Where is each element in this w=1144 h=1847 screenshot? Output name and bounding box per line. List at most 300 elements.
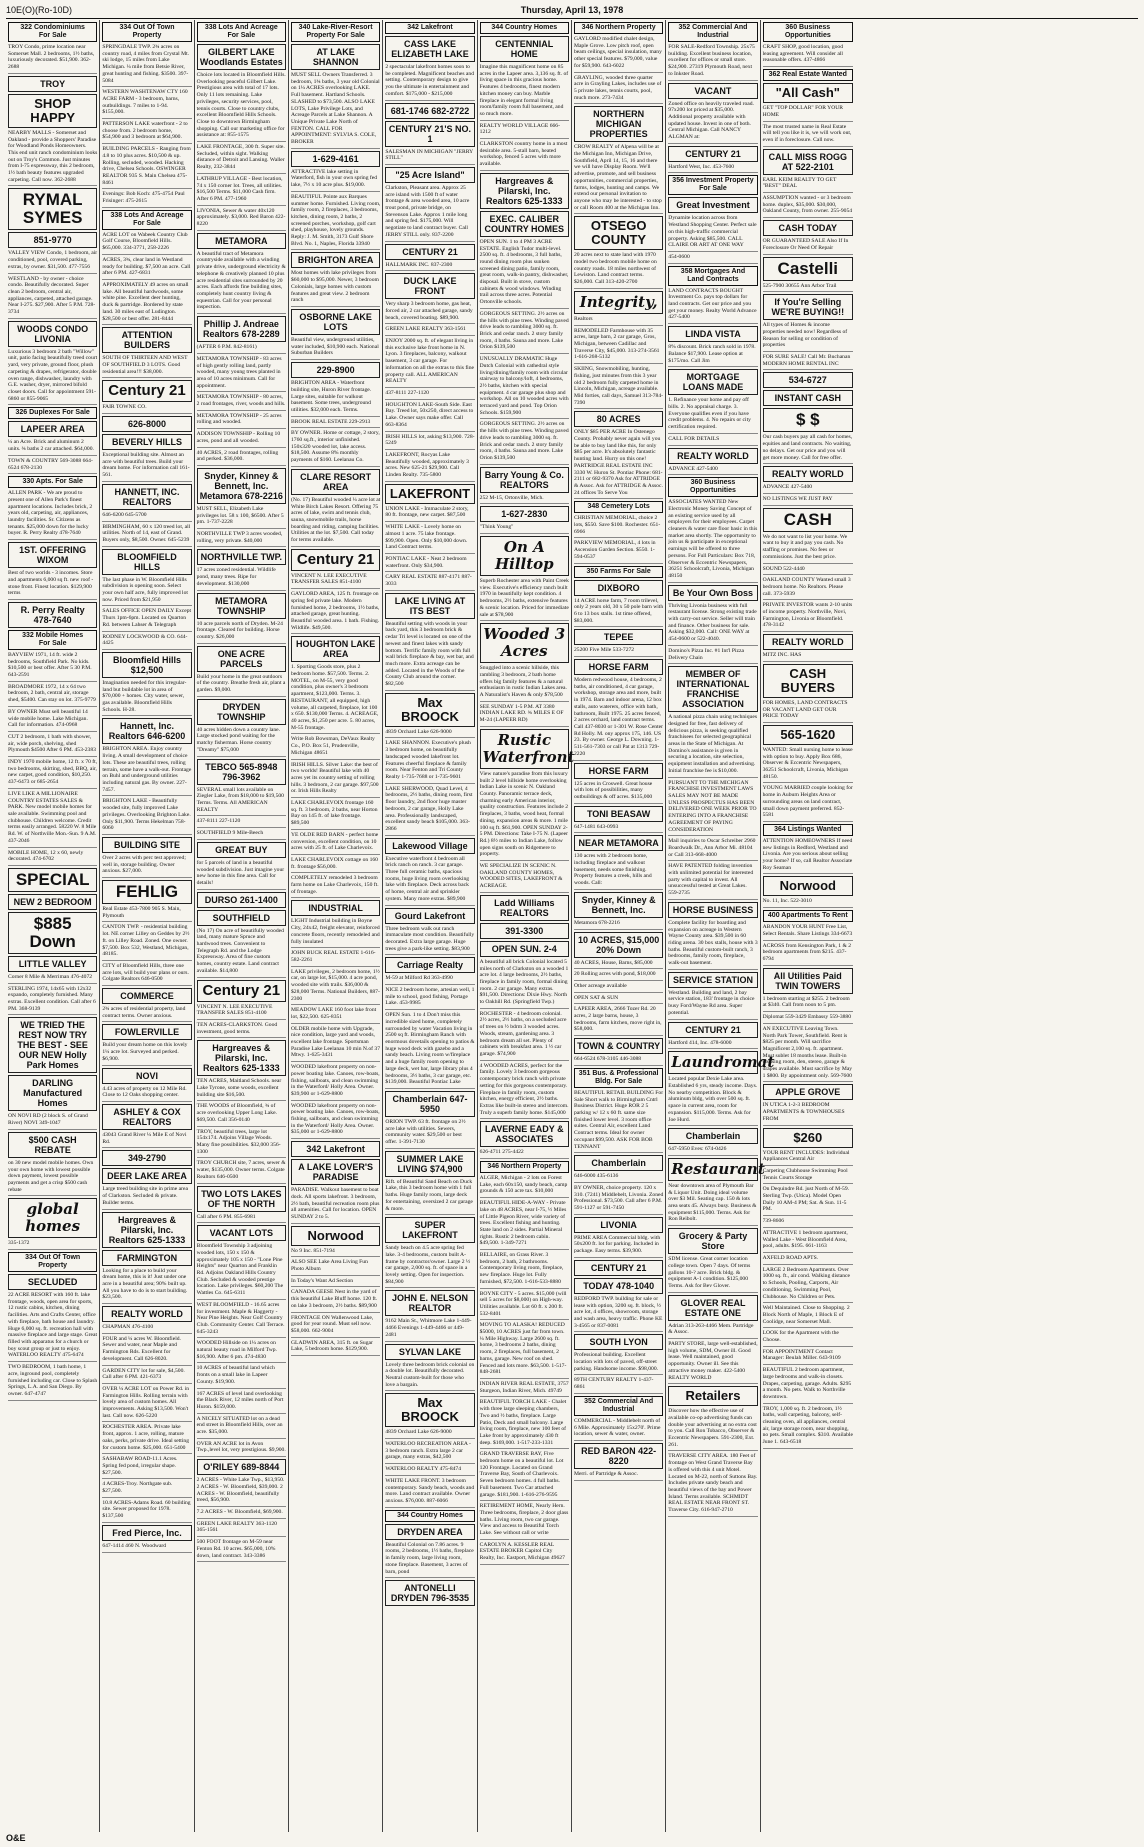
classified-ad	[291, 1289, 380, 1312]
display-headline: 229-8900	[291, 362, 380, 378]
ad-text: Well Maintained. Close to Shopping. 2 Block North of Maple, 1 Block E of Coolidge, near Somerset Mall.	[762, 1305, 850, 1325]
display-headline: On A Hilltop	[480, 536, 569, 576]
ad-text: 22 ACRE RESORT with 160 ft. lake frontage, woods, open area for sports, 12 rustic cabins, kitchen, dining facilities. Arts and Crafts Center, office with fireplace, bath house and laundry. Huge 6,000 sq. ft. recreation hall with massive fireplace and large stage. Great filled with apparatus for a church or boy scout group or just to enjoy. WATERLOO REALTY 475-6474	[8, 1292, 98, 1359]
classified-ad	[668, 164, 757, 174]
ad-text: LAKE SHERWOOD, Quad Level, 4 bedrooms, 2½ baths, dining room, first floor laundry, 2nd floor huge master bedroom, 2 car garage, Holly Lake area. Professionally landscaped, excellent sandy beach $105,000. 363-2866	[385, 785, 473, 832]
display-headline: CASH BUYERS	[763, 664, 853, 698]
classified-ad	[197, 1302, 286, 1339]
display-headline: LITTLE VALLEY	[8, 956, 97, 972]
classified-ad	[385, 338, 474, 388]
section-title: 356 Investment Property	[672, 177, 754, 185]
classified-ad	[8, 850, 97, 866]
display-headline: FARMINGTON	[102, 1250, 191, 1266]
display-headline: HORSE BUSINESS	[668, 902, 757, 918]
ad-text: 646-6000 435-6136	[573, 1173, 619, 1180]
section-title: 358 Mortgages And	[680, 267, 746, 275]
classified-ad	[763, 1255, 853, 1265]
ad-text: WE SPECIALIZE IN SCENIC N. OAKLAND COUNTY HOMES, WOODED SITES, LAKEFRONT & ACREAGE.	[479, 863, 563, 890]
classified-ad	[574, 920, 663, 930]
display-headline: Chamberlain	[668, 1128, 757, 1144]
ad-text: BEAUTIFUL Pointe aux Barques summer home. Furnished. Living room, family room, 2 fireplaces, 3 bedrooms, kitchen, dining room, 2 baths, 2 screened porches, workshop, golf cart shed, playhouse, lovely grounds. Reply: J. M. Smith, 3173 Gulf Shore Blvd. No. 1, Naples, Florida 33940	[290, 193, 381, 247]
classified-ad	[385, 402, 474, 432]
ad-text: WATERLOO REALTY 475-8474	[385, 1466, 462, 1473]
ad-text: 40 ACRES, 2 road frontages, rolling and perked. $36,000.	[196, 449, 279, 463]
display-headline: Laundromat	[668, 1051, 757, 1074]
classified-ad	[574, 1006, 663, 1036]
classified-ad	[385, 1179, 474, 1216]
classified-ad	[385, 1362, 474, 1392]
classified-ad	[291, 1103, 380, 1140]
ad-text: LOOK for the Apartment with the Choose.	[762, 1330, 839, 1344]
classified-ad	[102, 1042, 191, 1065]
classified-ad	[8, 44, 97, 74]
ad-text: IRISH HILLS lot, asking $13,900. 728-5249	[385, 433, 475, 447]
display-headline: NORTHERN MICHIGAN PROPERTIES	[574, 106, 663, 142]
classified-ad	[102, 906, 191, 922]
ad-text: 664-6524 678-3105 446-3088	[573, 1056, 642, 1063]
section-subtitle: Bldg. For Sale	[595, 1077, 643, 1085]
section-header	[763, 22, 853, 42]
ad-text: PARKVIEW MEMORIAL, 4 lots in Ascension Garden Section. $550. 1-594-0537	[573, 540, 656, 560]
ad-text: Near downtown area of Plymouth Bar & Liquor Unit. Doing ideal volume over $3 Mil. Seating cap. 150 & lots area seats 45. Always busy. Business & equipment $115,000. Terms. Ask for Ron Reibolt.	[668, 1182, 757, 1223]
ad-text: BEAUTIFUL TORCH LAKE - Chalet with three large sleeping chambers, Two and ½ baths, fireplace. Large Patio, Deck and small balcony. Large living room, fireplace, new 100 feet of Lake front by approximately 430 ft deep. $169,000. 1-517-233-1331	[479, 1399, 567, 1446]
classified-ad	[763, 105, 853, 121]
classified-ad	[291, 1278, 380, 1288]
section-title: 362 Real Estate Wanted	[768, 71, 847, 79]
display-headline: Carriage Realty	[385, 957, 474, 973]
classified-ad	[197, 1022, 286, 1038]
ad-text: Modern redwood house, 4 bedrooms, 2 baths, air conditioned, 4 car garage, workshop, storage area and more, built in 1974. Barn and indoor arena, 12 box stalls, auto waterers, office with bath, bathroom, Built 1975. 25 acres fenced, 2 acres orchard, land contract terms. Call 437-8030 or 1-301 W. Rose Center Rd Holly. M. ony approx 175, 146. US 23. By owner. George L. Downing. 1-511-561-7303 or call Pat at 1313 729-2220	[573, 677, 663, 757]
classified-ad	[102, 577, 191, 607]
classified-ad	[197, 818, 286, 828]
ad-text: SALES OFFICE OPEN DAILY Except Thurs 1pm-6pm. Located on Quarton Rd. between Lahser & Telegraph	[102, 608, 192, 628]
ad-text: THE WOODS of Bloomfield, ¾ of acre overlooking Upper Long Lake. $69,500. Call 356-0140	[196, 1103, 277, 1123]
ad-text: 8% discount. Brick ranch sold in 1978. Balance $17,900. Lease option at $175/mo. Call Jim	[668, 344, 756, 364]
classified-ad	[668, 1076, 757, 1126]
classified-ad	[385, 326, 474, 336]
ad-text: WESTLAND - by owner - choice condo. Beautifully decorated. Super clean 2 bedroom, central air, appliances, carpeted, attached garage. Near I-275. $27,900. After 5 P.M. 728-3734	[8, 275, 96, 316]
classified-ad	[763, 322, 853, 352]
classified-ad	[197, 176, 286, 206]
classified-ad	[8, 1160, 97, 1197]
ad-text: ADDISON TOWNSHIP - Rolling 10 acres, pond and all wooded.	[196, 431, 281, 444]
ad-text: FOR SURE SALE! Call Mr. Buchanan MODERN HOME RENTAL INC	[762, 354, 851, 367]
classified-ad	[291, 857, 380, 873]
classified-ad	[480, 1291, 569, 1321]
classified-ad	[574, 971, 663, 981]
ad-text: Looking for a place to build your dream home, this is it! Just under one acre in a beautiful area; 90% built up. All you have to do is to start building. $23,500.	[102, 1267, 188, 1301]
classified-ad	[197, 621, 286, 644]
page-label: 10E(O)(Ro-10D)	[6, 5, 73, 15]
ad-text: Executive waterfront 4 bedroom all brick ranch on ranch. 3 car garage. Three full ceramic baths, spacious rooms, huge living room overlooking lake with fireplace. Deck across back of home, central air and sprinkler system. Many more extras. $89,900	[385, 855, 470, 902]
classified-ad	[668, 1146, 757, 1156]
ad-text: FOR SALE-Redford Township. 25x75 building. Excellent business location, excellent for offices or small store. $24,900. 27319 Plymouth Road, next to Inkster Road.	[668, 44, 755, 77]
classified-ad	[763, 1102, 853, 1125]
classified-ad	[102, 404, 191, 414]
ad-text: BELLAIRE, on Grass River. 3 bedroom, 2 bath, 2 bathrooms. Contemporary living room, fireplace, new fireplace. Huge lot. Fully furnished, $72,500. 1-616-533-8880	[479, 1252, 564, 1285]
classified-ad	[102, 1336, 191, 1366]
classified-ad	[385, 1119, 474, 1149]
ad-text: (No. 17) Beautiful wooded ¼ acre lot at White Birch Lakes Resort. Offering 75 acres of lake, swim and tennis club, sauna, snowmobile trails, horse boarding and riding, camping facilities. Utilities at the lot. $7,500. Call today for terms available.	[290, 496, 381, 544]
section-title: 338 Lots And Acreage	[204, 24, 278, 31]
classified-ad	[291, 497, 380, 547]
classified-ad	[385, 574, 474, 590]
section-title: 344 Country Homes	[397, 1511, 463, 1519]
ad-text: EARL KEIM REALTY TO GET "BEST" DEAL	[762, 176, 837, 190]
classified-ad	[291, 664, 380, 734]
section-header	[480, 22, 569, 34]
ad-text: Hartford West, Inc. 453-7600	[668, 163, 735, 170]
section-header	[8, 407, 97, 419]
classified-ad	[385, 1542, 474, 1579]
classified-ad	[197, 1521, 286, 1537]
display-headline: LAKEFRONT	[385, 484, 474, 504]
classified-ad	[763, 1026, 853, 1083]
section-header	[197, 22, 286, 42]
ad-text: OLDER mobile home with Upgrade, nice condition, large yard and woods, excellent lake frontage. Sportsman Paradise Lake Leelanau 10 min N.of 37 Mtwy. 1-625-3431	[290, 1025, 380, 1059]
classified-ad	[763, 577, 853, 600]
classified-ad	[763, 238, 853, 254]
ad-text: RETIREMENT HOME, Nearly Hern. Three bedrooms, fireplace, 2 door glass baths. Living room, two car garage. View and access to Beautiful Torch Lake. See without call or write	[479, 1503, 569, 1537]
ad-text: 739-8606	[762, 1218, 785, 1225]
classified-ad	[574, 647, 663, 657]
display-headline: CASH TODAY	[763, 220, 853, 236]
ad-text: LAPEER AREA, 2666 Tozer Rd. 20 acres, 2 large barns, house, 3 bedrooms, farm kitchen, move right in, $58,000.	[573, 1006, 662, 1033]
display-headline: Max BROOCK	[385, 1393, 474, 1427]
display-headline: Wooded 3 Acres	[480, 623, 569, 663]
ad-text: SALESMAN IN MICHIGAN "JERRY STILL"	[385, 148, 474, 162]
ad-text: YOUR RENT INCLUDES: Individual Appliances Central Air	[762, 1149, 850, 1163]
classified-ad	[763, 785, 853, 822]
issue-date: Thursday, April 13, 1978	[520, 5, 624, 15]
display-headline: SOUTHFIELD	[197, 910, 286, 926]
ad-text: METAMORA TOWNSHIP - 83 acres of high gently rolling land, partly wooded, many young trees planted in area of 10 acres minimum. Call for appointment.	[196, 355, 282, 389]
display-headline: Gourd Lakefront	[385, 908, 474, 924]
ad-text: BRIGHTON AREA - Waterfront building site, Huron River frontage. Large sites, suitable for walkout basement. Some trees, underground utilities. $32,000 each. Terms.	[290, 380, 372, 413]
ad-text: 647-1481 643-0993	[573, 823, 619, 830]
display-headline: ASHLEY & COX REALTORS	[102, 1104, 191, 1130]
classified-ad	[668, 215, 757, 252]
ad-text: BY OWNER. Home or cottage, 2 story, 1760 sq.ft., interior unfinished. 150x320 wooded lot, lake access. $18,500. Assume 8% monthly payments of $160. Leelanau Co.	[290, 430, 380, 464]
display-headline: All Utilities Paid TWIN TOWERS	[763, 968, 853, 994]
classified-ad	[763, 124, 853, 147]
classified-ad	[385, 1478, 474, 1508]
classified-ad	[574, 1090, 663, 1153]
ad-text: Choice lots located in Bloomfield Hills. Overlooking peaceful Gilbert Lake. Prestigious area with total of 17 lots. Only 11 lots remaining. Lake privileges, security services, pool, tennis courts. Close to country clubs, excellent Bloomfield Hills Schools. Close to downtown Birmingham shopping. Call our marketing office for assistance at: 855-1575	[196, 72, 286, 139]
ad-text: PRIME AREA Commercial bldg. with 50x200 ft. lot for parking. Included in package. Easy terms. $39,900.	[573, 1234, 661, 1255]
display-headline: $500 CASH REBATE	[8, 1132, 97, 1158]
classified-ad	[763, 566, 853, 576]
ad-text: Beautiful Colonial on 7.86 acres. 9 rooms, 2 bedrooms, 1½ baths, fireplace in family room, large living room, stone fireplace. Basement, 3 acres of barn, pond	[385, 1541, 474, 1575]
ad-text: LARGE 2 Bedroom Apartments. Over 1000 sq. ft., air cond. Walking distance to Schools, Pooling, Carports, Air conditioning, Swimming Pool, Clubhouse. No Children or Pets.	[762, 1266, 850, 1300]
classified-ad	[668, 838, 757, 861]
ad-text: GREEN LAKE REALTY 363-1561	[385, 326, 466, 333]
classified-ad	[102, 355, 191, 378]
section-title: 330 Apts. For Sale	[22, 478, 83, 486]
classified-ad	[197, 787, 286, 817]
display-headline: HORSE FARM	[574, 763, 663, 779]
classified-ad	[102, 1268, 191, 1305]
classified-ad	[668, 397, 757, 434]
display-headline: ONE ACRE PARCELS	[197, 646, 286, 672]
ad-text: 335-1372	[8, 1240, 30, 1247]
classified-ad	[385, 621, 474, 691]
classified-ad	[385, 64, 474, 101]
classified-ad	[668, 920, 757, 970]
ad-text: CANTON TWP. - residential building lot. NE corner Lilley on Geddes by 2½ ft. on Lilley Road. Zoned. One owner. $7,500. Box 532, Westland, Michigan, 48185.	[102, 924, 190, 958]
ad-text: 25200 Five Mile 533-7272	[573, 647, 635, 654]
ad-text: 2¾ acres of residential property, land contract terms. Owner anxious.	[102, 1006, 186, 1019]
classified-ad	[574, 366, 663, 409]
ad-text: Build your dream home on this lovely 1¼ acre lot. Surveyed and perked. $6,900.	[102, 1042, 188, 1062]
classified-ad	[763, 1349, 853, 1365]
ad-text: LATHRUP VILLAGE - Best location, 74 x 150 corner lot. Trees, all utilities. $16,500 Terms. $11,000 Cash firm. After 6 PM. 477-1960	[196, 175, 283, 202]
classified-ad	[574, 316, 663, 326]
classified-ad	[197, 208, 286, 231]
display-headline: METAMORA	[197, 233, 286, 249]
display-headline: METAMORA TOWNSHIP	[197, 593, 286, 619]
display-headline: DEER LAKE AREA	[102, 1168, 191, 1184]
classified-ad	[480, 141, 569, 171]
ad-text: ADVANCE 427-5400	[668, 465, 718, 472]
classified-ad	[102, 1386, 191, 1423]
section-header	[480, 1161, 569, 1173]
ad-text: A national pizza chain using techniques designed for free, fast delivery of delicious pizza, is seeking qualified franchisees for selected geographical areas in the State of Michigan. At Domino's assistance is given in securing a location, site selection, equipment installation and advertising. Initial franchise fee is $10,000.	[668, 714, 757, 774]
classified-ad	[197, 144, 286, 174]
classified-ad	[102, 1368, 191, 1384]
classified-column	[383, 20, 477, 1832]
display-headline: TODAY 478-1040	[574, 1278, 663, 1294]
ad-text: 10.8 ACRES-Adams Road. 60 building site. Sewer proposed for 1978. $137,500	[102, 1499, 191, 1520]
classified-ad	[574, 853, 663, 890]
classified-column	[6, 20, 100, 1832]
classified-ad	[291, 430, 380, 467]
ad-text: Bloomfield Township 3 adjoining wooded lots, 150 x 150 & approximately 105 x 150 - "Lone Pine Heights" near Quarton and Franklin Rd. Adjoins Oakland Hills Country Club. Secluded & wooded prestige location. Lake privileges. $60,200 The Wattles Co. 645-6311	[196, 1243, 284, 1297]
classified-ad	[480, 123, 569, 139]
classified-ad	[763, 1186, 853, 1216]
display-headline: A LAKE LOVER'S PARADISE	[291, 1159, 380, 1185]
classified-ad	[197, 394, 286, 410]
classified-ad	[385, 1466, 474, 1476]
classified-ad	[197, 450, 286, 466]
ad-text: WOODED lakefront property on non-power boating lake. Canoes, row-boats, fishing, sailboats, and clean swimming in the Waterford/ Holly Area. Owner. $35,000 or 1-629-8800	[290, 1102, 380, 1136]
display-headline: LAKE LIVING AT ITS BEST	[385, 593, 474, 619]
ad-text: YOUNG MARRIED couple looking for home in Auburn Heights Area or surrounding areas on land contract, small down payment preferred. 852-5581	[762, 785, 853, 819]
classified-ad	[385, 149, 474, 165]
display-headline: FOWLERVILLE	[102, 1024, 191, 1040]
display-headline: NEW 2 BEDROOM	[8, 894, 97, 910]
section-title: 342 Lakefront	[407, 24, 453, 31]
ad-text: BY OWNER, choice property. 120 x 310. (7241) Middlebelt, Livonia. Zoned Professional. $73,500. Call after 6 P.M. 591-1127 or 591-7450	[573, 1184, 664, 1212]
classified-ad	[197, 830, 286, 840]
classified-ad	[574, 1418, 663, 1441]
classified-ad	[102, 524, 191, 547]
classified-ad	[574, 540, 663, 563]
ad-text: ATTRACTIVE 1 bedroom apartment, Walled Lake - West Bloomfield Area, pool, adults. $195. 661-1163	[762, 1229, 848, 1250]
section-header	[574, 22, 663, 34]
classified-ad	[763, 1150, 853, 1166]
classified-ad	[574, 515, 663, 538]
ad-text: on 30 new model mobile homes. Own your own home with lowest possible down payment, lowest possible payments and get a crisp $500 cash rebate	[8, 1159, 94, 1193]
classified-ad	[480, 239, 569, 309]
classified-ad	[385, 524, 474, 554]
display-headline: 1-629-4161	[291, 151, 380, 167]
display-headline: OTSEGO COUNTY	[574, 216, 663, 250]
classified-ad	[291, 591, 380, 634]
ad-text: 500 FOOT frontage on M-59 near Fenton Rd. 10 acres. $65,000, 10% down, land contract. 343-3386	[196, 1539, 276, 1559]
ad-text: Our cash buyers pay all cash for homes, equities and land contracts. No waiting, no delays. Get our price and you will get more money. Call for free offer.	[762, 434, 853, 461]
display-headline: CALL MISS ROGG AT 522-2101	[763, 149, 853, 175]
ad-text: AN EXECUTIVE Leaving Town. North Park Tower, Southfield. Rent is $825 per month. Will sacrifice Magnificent 2,100 sq. ft. apartment. Must sublet 18 months lease. Built-in dressing room, den, stereo, garage & drapes available. Must sacrifice by May 1 $800. By appointment only. 569-7600	[762, 1025, 853, 1079]
classified-ad	[102, 1481, 191, 1497]
classified-ad	[385, 1429, 474, 1439]
ad-text: LAKE CHARLEVOIX frontage 160 sq. ft. 3 bedroom, 2 baths, near Horton Bay on 145 ft. of lake frontage. $89,500	[290, 800, 378, 827]
ad-text: ORION TWP. 63 ft. frontage on 2½ acre lake with utilities. Sewers, community water. $29,500 or best offer. 1-391-7130	[385, 1118, 466, 1146]
ad-text: Thriving Livonia business with full restaurant license. Strong existing trade with carry-out service. Seller will train and finance. Other business for sale. Asking $32,000. Call: ONE WAY at 454-0600 or 522-4040.	[668, 602, 757, 643]
classified-ad	[197, 72, 286, 142]
display-headline: 80 ACRES	[574, 411, 663, 427]
ad-text: OVER ¼ ACRE LOT on Power Rd. in Farmington Hills. Rolling terrain with lovely area of custom homes. All improvements. Asking $13,500. Won't last. Call now. 626-5220	[102, 1385, 190, 1419]
ad-text: SASHABAW ROAD-11.1 Acres. Spring fed pond, irregular shape. $27,500.	[102, 1456, 178, 1476]
classified-ad	[102, 1186, 191, 1209]
ad-text: BY OWNER Must sell beautiful 14 wide mobile home. Lake Michigan. Call for information. 474-0968	[8, 708, 88, 729]
display-headline: MORTGAGE LOANS MADE	[668, 369, 757, 395]
ad-text: CALL FOR DETAILS	[668, 435, 720, 442]
classified-ad	[102, 146, 191, 189]
section-title: 326 Duplexes For Sale	[15, 409, 90, 417]
ad-text: Imagine this magnificent home on 85 acres in the Lapeer area. 3,136 sq. ft. of living space in this gracious home. Features 4 bedrooms, finest modern kitchen money can buy. Marble fireplace in elegant formal living room/family room full basement, and so much more.	[479, 64, 569, 117]
display-headline: SUPER LAKEFRONT	[385, 1217, 474, 1243]
section-title: 340 Lake-River-Resort	[298, 24, 373, 31]
ad-text: FAIR TOWNE CO.	[102, 404, 147, 411]
ad-text: PONTIAC LAKE - Neat 2 bedroom waterfront. Only $34,900.	[385, 555, 467, 569]
classified-ad	[763, 484, 853, 494]
ad-text: CANADA GEESE Nest in the yard of this beautiful Lake Bluff home. 120 ft. on lake 3 bedroom, 2½ baths. $89,900	[290, 1289, 378, 1309]
ad-text: No. 11, Inc. 522-3010	[762, 898, 812, 905]
ad-text: ROCHESTER AREA. Private lake front, approx. 1 acre, rolling, mature oaks, perks, private drive. Ideal setting for custom home. $25,000. 651-5400	[102, 1424, 190, 1451]
classified-ad	[668, 288, 757, 325]
ad-text: LAKE privileges, 2 bedroom home, 1½ car, on large lot, $15,000. 4 acre pond, wooded site with trails. $36,000 & $28,000 Terms. National Builders, 887-2300	[290, 968, 380, 1002]
ad-text: Over 2 acres with perc test approved; well in, storage building. Owner anxious. $27,000.	[102, 854, 186, 875]
ad-text: COMMERCIAL - Middlebelt north of 6 Mile. Approximately 15x270'. Prime location, sewer & water, owner.	[573, 1417, 661, 1438]
classified-ad	[197, 727, 286, 757]
classified-ad	[197, 1539, 286, 1562]
ad-text: The most trusted name in Real Estate will tell you like it is, we will work out, even if in foreclosure. Call now.	[762, 123, 852, 143]
section-header	[668, 266, 757, 286]
columns-container	[6, 20, 1138, 1832]
ad-text: 647-1414 460 N. Woodward	[102, 1542, 167, 1549]
display-headline: WE TRIED THE REST NOW TRY THE BEST - SEE OUR NEW Holly Park Homes	[8, 1017, 97, 1073]
section-header	[8, 630, 97, 650]
section-header	[574, 1396, 663, 1416]
classified-column	[478, 20, 575, 1832]
display-headline: 1ST. OFFERING WIXOM	[8, 542, 97, 568]
display-headline: Bloomfield Hills $12,500	[102, 652, 191, 678]
ad-text: SOUTH OF THIRTEEN AND WEST OF SOUTHFIELD 3 LOTS. Good residential area!!! $38,000.	[102, 355, 188, 375]
ad-text: ADVANCE 427-5400	[762, 484, 813, 491]
display-headline: GLOVER REAL ESTATE ONE	[668, 1295, 757, 1321]
classified-ad	[763, 996, 853, 1012]
section-title: 334 Out Of Town	[25, 1254, 81, 1262]
ad-text: NO LISTINGS WE JUST PAY	[762, 495, 833, 502]
ad-text: GET "TOP DOLLAR" FOR YOUR HOME	[762, 105, 844, 118]
display-headline: TROY	[8, 76, 97, 92]
ad-text: FOUR and ¼ acres W. Bloomfield. Sewer and water, near Maple and Farmington Rds. Excellent for development. Call 626-8020.	[102, 1335, 181, 1362]
classified-ad	[197, 1129, 286, 1159]
classified-ad	[291, 72, 380, 149]
ad-text: MUST SELL, Elizabeth Lake privileges lot. 58 x 100, $6500. After 5 pm. 1-737-2228	[196, 505, 284, 526]
ad-text: 1. Sporting Goods store, plus 2 bedroom home. $57,500. Terms. 2. MOTEL, on M-55, very good condition, plus owner's 3 bedroom apartment, $123,000. Terms. 3. RESTAURANT, all equipped, high volume, all carpeted, fireplace, lot 100 x 650. $130,000 Terms. 4. ACREAGE, 40 acres, $1,250 per acre. 5. 80 acres, M-55 frontage.	[290, 664, 379, 731]
classified-ad	[291, 800, 380, 830]
ad-text: 437-8111 227-1120	[196, 818, 241, 825]
ad-text: SEVERAL small lots available on Ziegler Lake, from $18,000 to $19,500 Terms. Terms. All AMERICAN REALTY	[196, 786, 284, 813]
classified-ad	[763, 195, 853, 218]
classified-ad	[574, 429, 663, 499]
section-subtitle: For Sale	[38, 639, 67, 647]
ad-text: TEN ACRES-CLARKSTON. Good investment, good terms.	[196, 1021, 278, 1035]
classified-ad	[763, 283, 853, 293]
classified-ad	[480, 863, 569, 893]
display-headline: 681-1746 682-2722	[385, 103, 474, 119]
section-title: 400 Apartments To Rent	[767, 912, 848, 920]
ad-text: 454-0600	[668, 253, 690, 260]
ad-text: JOHN BUCK REAL ESTATE 1-616-582-2261	[290, 950, 376, 963]
classified-ad	[8, 1240, 97, 1250]
ad-text: OPEN SUN. 1 to 4 PM 3 ACRE ESTATE. English Tudor multi-level. 2500 sq. ft. 4 bedrooms, 3 full baths, round dining room plus sunken screened dining patio, family room, great room, walk-in pantry, dishwasher, disposal. Built in stove, custom cabinets & wood windows. Winding trail across three acres. Potential Ortonville schools.	[479, 238, 569, 306]
ad-text: WANTED: Small nursing home to lease with option to buy. Apply Box 686, Observer & Eccentric Newspapers, 36251 Schoolcraft, Livonia, Michigan 48150.	[762, 746, 853, 780]
display-headline: OPEN SUN. 2-4	[480, 941, 569, 957]
ad-text: On Dequindre Rd. just North of M-59. Sterling Twp. (Utica). Model Open Daily 10 AM-4 PM; Sat. & Sun. 11-5 PM.	[762, 1186, 850, 1213]
ad-text: BOYNE CITY - 5 acres. $15,000 (will sell 5 acres for $8,000) on High-way. Utilities available. Lot 60 ft. x 200 ft. 532-8401	[479, 1290, 567, 1317]
display-headline: DURSO 261-1400	[197, 892, 286, 908]
classified-ad	[102, 608, 191, 631]
classified-ad	[480, 1063, 569, 1120]
ad-text: Best of two worlds - 3 incomes. Store and apartments 6,000 sq ft. new roof - stone front. Finest location. $129,900 terms	[8, 570, 94, 597]
ad-text: VINCENT N. LEE EXECUTIVE TRANSFER SALES 851-4100	[196, 1003, 273, 1017]
ad-text: GORGEOUS SETTING. 2½ acres on the hills with pine trees. Winding paved drive leads to rambling 3000 sq. ft. Brick and cedar ranch. 2 story family room, 4 baths. Sauna and more. Lake Orion $139,500	[479, 310, 569, 351]
ad-text: BAYVIEW 1971, 14 ft. wide 2 bedrooms, Southfield Park. No kids. $10,500 or best offer. After 5 30 P.M. 643-2591	[8, 651, 92, 679]
section-header	[668, 175, 757, 195]
ad-text: LIVONIA, Sewer & water 40x120 approximately. $3,000. Red Baron 422-8220	[196, 207, 286, 228]
ad-text: HALLMARK INC. 837-2300	[385, 261, 453, 268]
ad-text: Zoned office on heavily traveled road. 97x200 lot priced at $35,000. Additional property available with updated house. Invest in one of both. Central Michigan. Call NANCY ALGMAN at:	[668, 100, 754, 141]
ad-text: MUST SELL Owners Transferred. 3 bedroom, 1¾ baths, 3 year old Colonial on 1¼ ACRES overlooking LAKE. Full basement. Hartland Schools. SLASHED to $73,500. ALSO LAKE LOTS, Lake Privilege Lots, and Acreage Parcels at Lake Shannon. A Unique Private Lake North of FENTON. CALL FOR APPOINTMENT: SYLVIA S. COLE, BROKER	[290, 72, 380, 146]
classified-ad	[197, 1477, 286, 1507]
section-header	[763, 910, 853, 922]
ad-text: LAKE CHARLEVOIX cottage on 160 ft. frontage $56,000.	[290, 856, 378, 870]
display-headline: Hannett, Inc. Realtors 646-6200	[102, 718, 191, 744]
classified-ad	[291, 380, 380, 417]
classified-ad	[8, 709, 97, 732]
classified-ad	[291, 337, 380, 360]
classified-ad	[197, 531, 286, 547]
display-headline: COMMERCE	[102, 988, 191, 1004]
classified-ad	[102, 1006, 191, 1022]
display-headline: Hargreaves & Pilarski, Inc. Realtors 625-1333	[102, 1212, 191, 1248]
classified-column	[195, 20, 289, 1832]
classified-ad	[763, 838, 853, 875]
display-headline: BRIGHTON AREA	[291, 252, 380, 268]
classified-ad	[291, 1187, 380, 1224]
classified-ad	[102, 512, 191, 522]
ad-text: 14 ACRE horse farm, 7 room trilevel, only 2 years old, 30 x 50 pole barn with 6 to 13 box stalls. 1st time offered, $83,000.	[573, 597, 664, 624]
classified-ad	[574, 36, 663, 73]
ad-text: METAMORA TOWNSHIP - 25 acres rolling and wooded.	[196, 412, 282, 426]
display-headline: SPECIAL	[8, 868, 97, 892]
ad-text: SPRINGDALE TWP. 2¾ acres on country road, 4 miles from Crystal Mt. ski lodge, 15 miles from Lake Michigan. ¼ mile from Betsie River, great hunting and fishing. $3500. 397-5084	[102, 44, 190, 84]
ad-text: BRIGHTON LAKE - Beautifully wooded site, fully improved Lake privileges. Overlooking Brighton Lake. Only $11,900. Terms Hekelman 758-6060	[102, 798, 191, 832]
display-headline: HANNETT, INC. REALTORS	[102, 484, 191, 510]
